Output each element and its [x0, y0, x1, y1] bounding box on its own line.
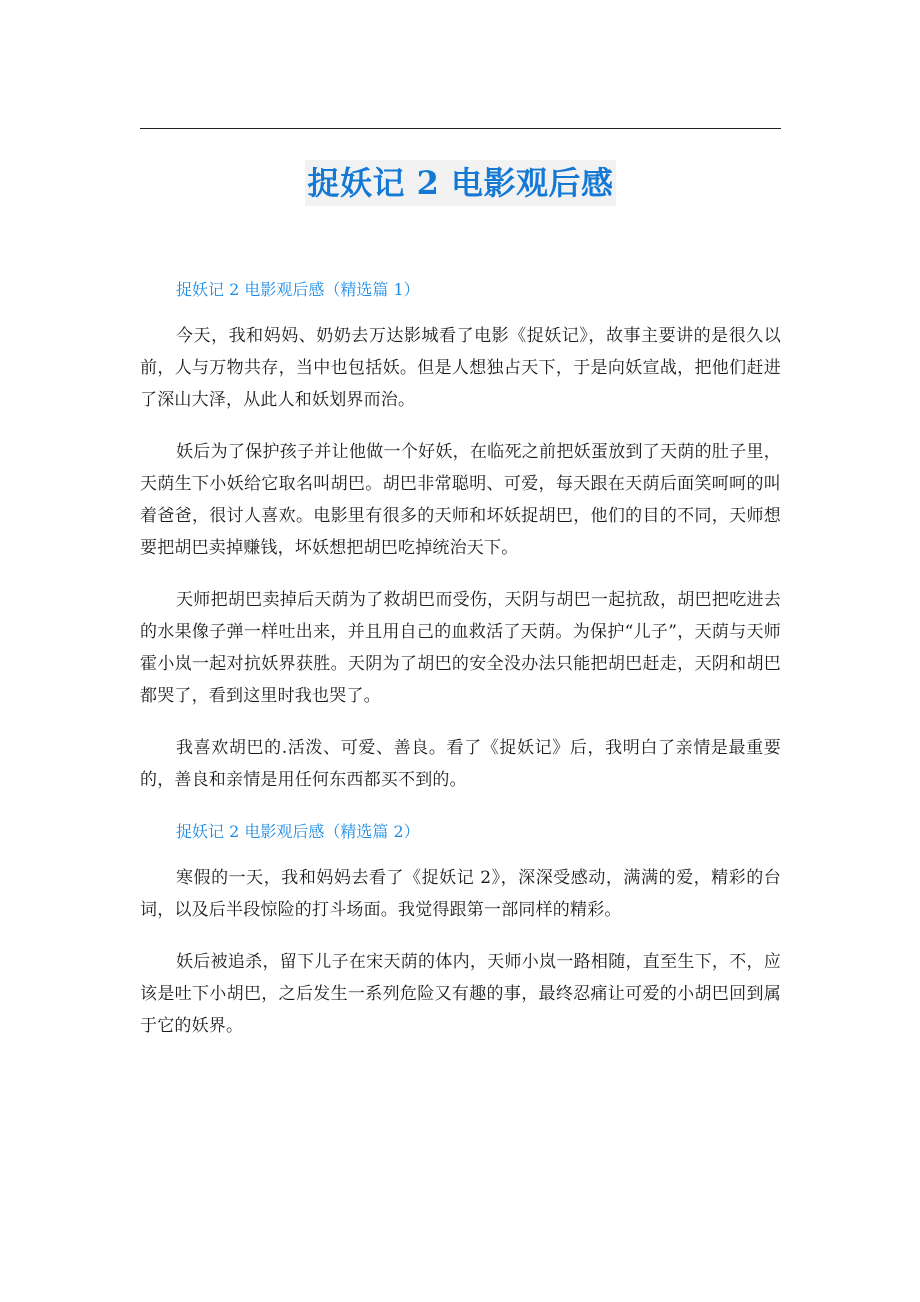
document-body	[140, 274, 781, 1062]
page-title: 捉妖记 2 电影观后感	[305, 160, 615, 206]
section-2-paragraph-2: 妖后被追杀，留下儿子在宋天荫的体内，天师小岚一路相随，直至生下，不，应该是吐下小胡巴，之后发生一系列危险又有趣的事，最终忍痛让可爱的小胡巴回到属于它的妖界。	[140, 952, 781, 1036]
section-1-paragraph-2: 妖后为了保护孩子并让他做一个好妖，在临死之前把妖蛋放到了天荫的肚子里， 天荫生下小妖给它取名叫胡巴。胡巴非常聪明、可爱，每天跟在天荫后面笑呵呵的叫着爸爸，很讨人喜欢。电影里有很多的天师和坏妖捉胡巴，他们的目的不同，天师想要把胡巴卖掉赚钱，坏妖想把胡巴吃掉统治天下。	[140, 442, 781, 558]
title-container	[140, 160, 781, 206]
section-heading-1: 捉妖记 2 电影观后感（精选篇 1）	[176, 280, 420, 299]
section-heading-2: 捉妖记 2 电影观后感（精选篇 2）	[176, 822, 420, 841]
section-1-paragraph-3: 天师把胡巴卖掉后天荫为了救胡巴而受伤，天阴与胡巴一起抗敌，胡巴把吃进去的水果像子弹一样吐出来，并且用自己的血救活了天荫。为保护“儿子”，天荫与天师霍小岚一起对抗妖界获胜。天阴为了胡巴的安全没办法只能把胡巴赶走，天阴和胡巴都哭了，看到这里时我也哭了。	[140, 590, 781, 706]
header-rule	[140, 128, 781, 129]
section-1-paragraph-1: 今天，我和妈妈、奶奶去万达影城看了电影《捉妖记》，故事主要讲的是很久以前，人与万物共存，当中也包括妖。但是人想独占天下，于是向妖宣战，把他们赶进了深山大泽，从此人和妖划界而治。	[140, 326, 781, 410]
section-2-paragraph-1: 寒假的一天，我和妈妈去看了《捉妖记 2》，深深受感动，满满的爱，精彩的台词，以及后半段惊险的打斗场面。我觉得跟第一部同样的精彩。	[140, 868, 781, 920]
section-1-paragraph-4: 我喜欢胡巴的.活泼、可爱、善良。看了《捉妖记》后，我明白了亲情是最重要的，善良和亲情是用任何东西都买不到的。	[140, 738, 781, 790]
